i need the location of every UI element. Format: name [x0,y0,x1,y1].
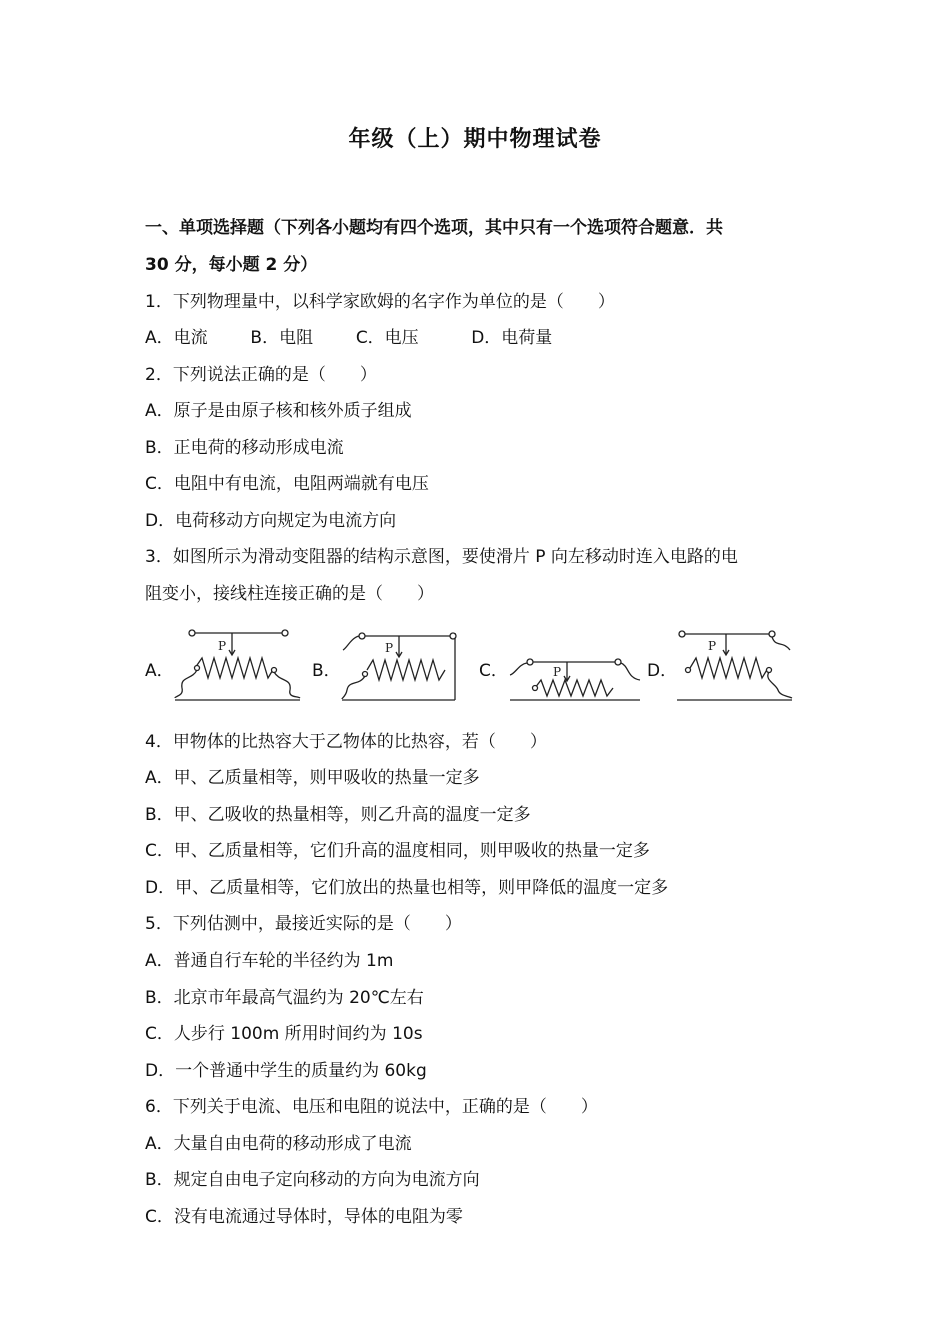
q5-option-c: C．人步行 100m 所用时间约为 10s [145,1024,423,1044]
q1-option-b: B．电阻 [250,328,314,348]
section-heading-line2: 30 分，每小题 2 分） [145,255,318,275]
q5-option-b: B．北京市年最高气温约为 20℃左右 [145,988,424,1008]
rheostat-figure-c [505,650,645,705]
slider-p-label: P [385,641,394,655]
q1-option-d: D．电荷量 [471,328,553,348]
q1-stem: 1．下列物理量中，以科学家欧姆的名字作为单位的是（ ） [145,292,615,312]
q5-option-a: A．普通自行车轮的半径约为 1m [145,951,394,971]
q2-option-c: C．电阻中有电流，电阻两端就有电压 [145,474,429,494]
q3-stem-line1: 3．如图所示为滑动变阻器的结构示意图，要使滑片 P 向左移动时连入电路的电 [145,547,738,567]
rheostat-figure-a [170,628,305,703]
q1-option-c: C．电压 [355,328,419,348]
q6-stem: 6．下列关于电流、电压和电阻的说法中，正确的是（ ） [145,1097,598,1117]
q2-option-a: A．原子是由原子核和核外质子组成 [145,401,412,421]
q6-option-b: B．规定自由电子定向移动的方向为电流方向 [145,1170,480,1190]
q2-option-d: D．电荷移动方向规定为电流方向 [145,511,397,531]
q4-option-b: B．甲、乙吸收的热量相等，则乙升高的温度一定多 [145,805,531,825]
q4-option-c: C．甲、乙质量相等，它们升高的温度相同，则甲吸收的热量一定多 [145,841,650,861]
q3-figure-label-a: A． [145,661,174,681]
q3-figure-label-c: C． [479,661,508,681]
q6-option-a: A．大量自由电荷的移动形成了电流 [145,1134,412,1154]
q4-stem: 4．甲物体的比热容大于乙物体的比热容，若（ ） [145,732,547,752]
slider-p-label: P [218,639,227,653]
section-heading-line1: 一、单项选择题（下列各小题均有四个选项，其中只有一个选项符合题意．共 [145,218,723,238]
q5-option-d: D．一个普通中学生的质量约为 60kg [145,1061,427,1081]
q2-stem: 2．下列说法正确的是（ ） [145,365,377,385]
slider-p-label: P [708,639,717,653]
page-title: 年级（上）期中物理试卷 [348,127,602,152]
q1-options [145,327,552,349]
q5-stem: 5．下列估测中，最接近实际的是（ ） [145,914,462,934]
q4-option-a: A．甲、乙质量相等，则甲吸收的热量一定多 [145,768,480,788]
q2-option-b: B．正电荷的移动形成电流 [145,438,344,458]
slider-p-label: P [553,665,562,679]
q1-option-a: A．电流 [145,328,208,348]
q4-option-d: D．甲、乙质量相等，它们放出的热量也相等，则甲降低的温度一定多 [145,878,669,898]
rheostat-figure-d [672,628,797,703]
q6-option-c: C．没有电流通过导体时，导体的电阻为零 [145,1207,463,1227]
rheostat-figure-b [337,628,462,703]
q3-stem-line2: 阻变小，接线柱连接正确的是（ ） [145,584,434,604]
q3-figure-label-b: B． [312,661,341,681]
q3-figure-label-d: D． [647,661,678,681]
